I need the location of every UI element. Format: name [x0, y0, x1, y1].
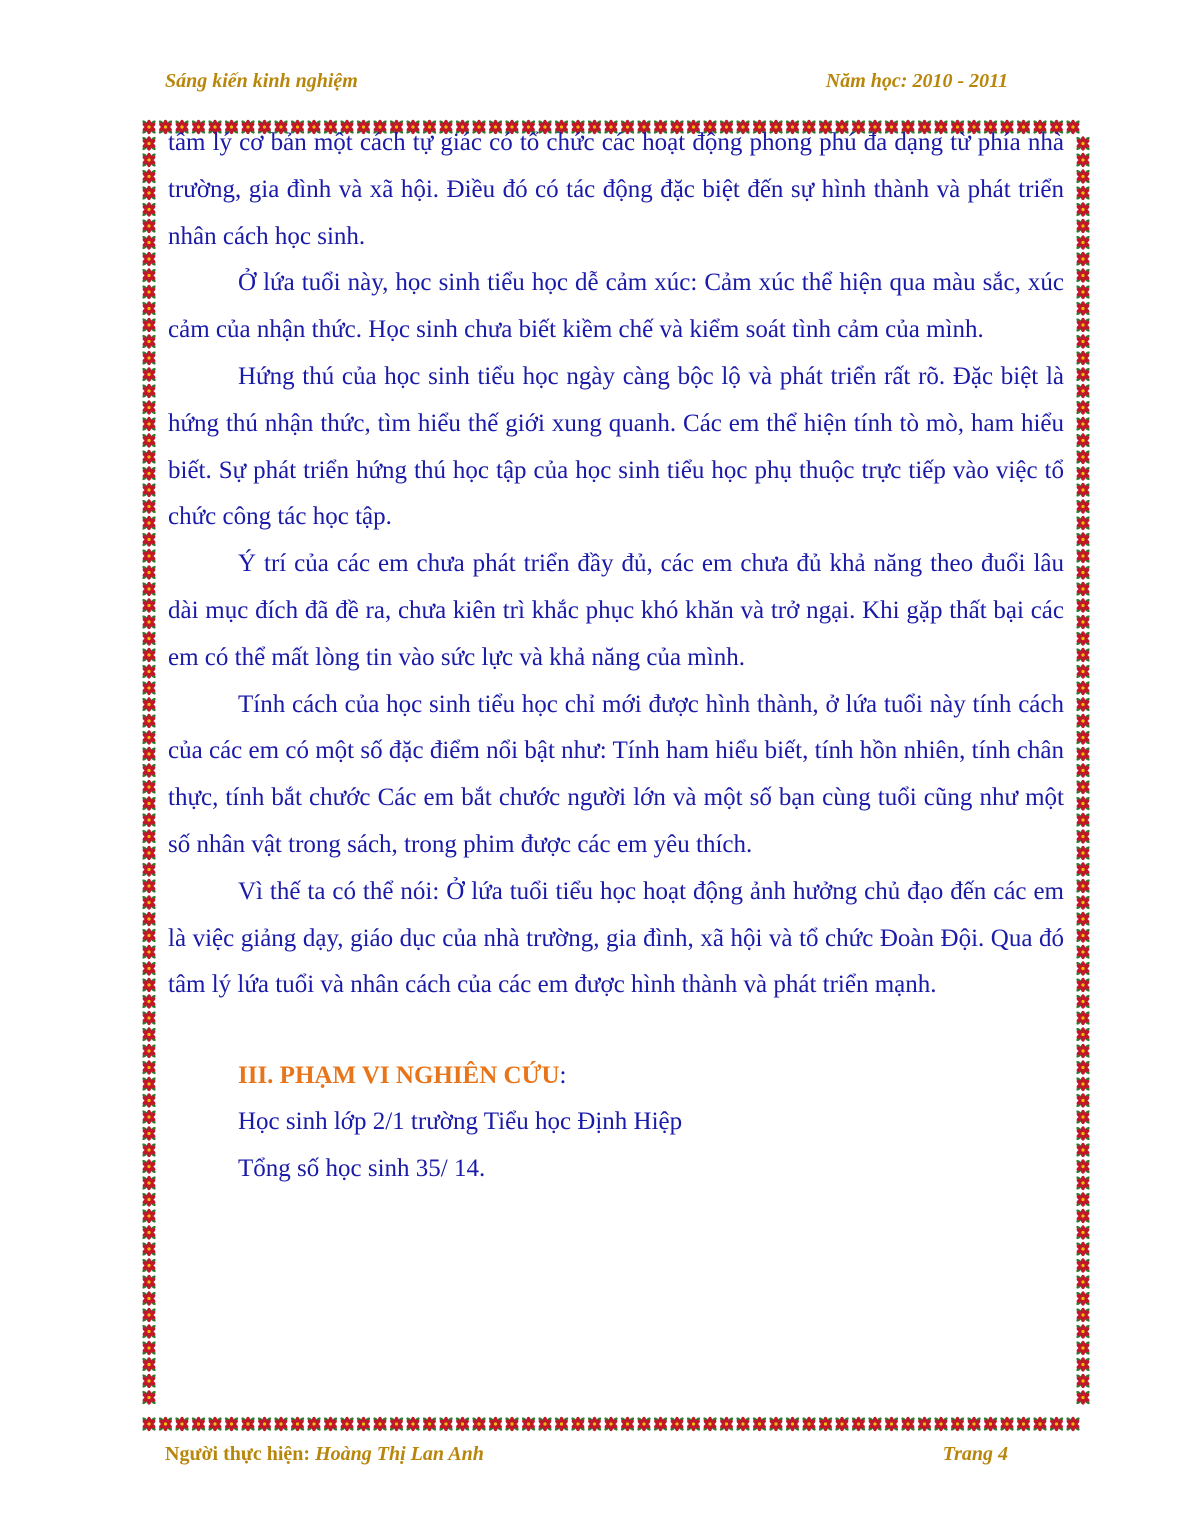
paragraph: tâm lý cơ bản một cách tự giác có tổ chức các hoạt động phong phú đa dạng từ phía nhà trường, gia đình và xã hội. Điều đó có tác động đặc biệt đến sự hình thành và phát triển nhân cách học sinh.: [168, 129, 1064, 250]
section-heading-colon: :: [559, 1062, 567, 1090]
section-line: Tổng số học sinh 35/ 14.: [238, 1154, 486, 1182]
paragraph: Vì thế ta có thể nói: Ở lứa tuổi tiểu học hoạt động ảnh hưởng chủ đạo đến các em là việc giảng dạy, giáo dục của nhà trường, gia đình, xã hội và tổ chức Đoàn Đội. Qua đó tâm lý lứa tuổi và nhân cách của các em được hình thành và phát triển mạnh.: [168, 877, 1064, 999]
footer-author-label: Người thực hiện:: [165, 1443, 316, 1465]
section-heading: [168, 1053, 1064, 1099]
paragraph: Ở lứa tuổi này, học sinh tiểu học dễ cảm xúc: Cảm xúc thể hiện qua màu sắc, xúc cảm của nhận thức. Học sinh chưa biết kiềm chế và kiểm soát tình cảm của mình.: [168, 269, 1064, 344]
footer-page-number: Trang 4: [942, 1443, 1008, 1465]
paragraph: Hứng thú của học sinh tiểu học ngày càng bộc lộ và phát triển rất rõ. Đặc biệt là hứng thú nhận thức, tìm hiểu thế giới xung quanh. Các em thể hiện tính tò mò, ham hiểu biết. Sự phát triển hứng thú học tập của học sinh tiểu học phụ thuộc trực tiếp vào việc tổ chức công tác học tập.: [168, 362, 1064, 531]
footer-author-name: Hoàng Thị Lan Anh: [315, 1443, 484, 1465]
paragraph: Tính cách của học sinh tiểu học chỉ mới được hình thành, ở lứa tuổi này tính cách của các em có một số đặc điểm nổi bật như: Tính ham hiểu biết, tính hồn nhiên, tính chân thực, tính bắt chước Các em bắt chước người lớn và một số bạn cùng tuổi cũng như một số nhân vật trong sách, trong phim được các em yêu thích.: [168, 690, 1064, 858]
paragraph: Ý trí của các em chưa phát triển đầy đủ, các em chưa đủ khả năng theo đuổi lâu dài mục đích đã đề ra, chưa kiên trì khắc phục khó khăn và trở ngại. Khi gặp thất bại các em có thể mất lòng tin vào sức lực và khả năng của mình.: [168, 550, 1064, 671]
document-body: [168, 120, 1064, 1193]
section-heading-text: III. PHẠM VI NGHIÊN CỨU: [238, 1062, 560, 1090]
header-title: Sáng kiến kinh nghiệm: [165, 70, 358, 92]
page-header: [165, 70, 1008, 100]
footer-author: [165, 1443, 484, 1466]
section-line: Học sinh lớp 2/1 trường Tiểu học Định Hiệp: [238, 1108, 683, 1136]
page-footer: [165, 1443, 1008, 1473]
header-school-year: Năm học: 2010 - 2011: [825, 70, 1008, 92]
